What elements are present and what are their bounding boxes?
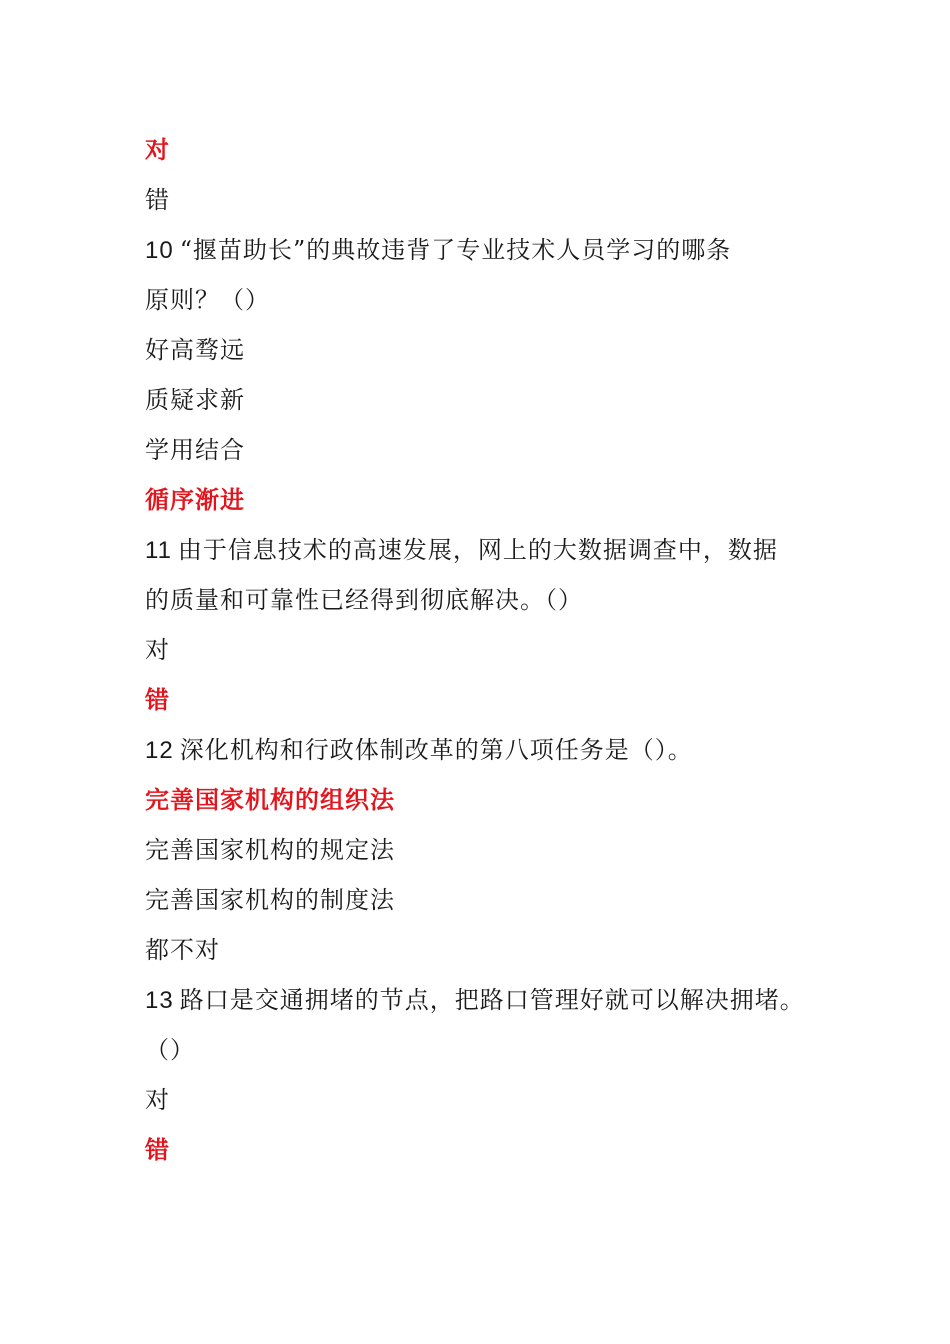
- question-11: [145, 528, 845, 578]
- line-text: 质疑求新: [145, 386, 245, 414]
- document-page: [145, 128, 845, 1178]
- question-10: [145, 228, 845, 278]
- line-text: 完善国家机构的制度法: [145, 886, 395, 914]
- line-text: 错: [145, 1135, 170, 1164]
- question-13-continued: [145, 1028, 845, 1078]
- question-number: 13: [145, 987, 174, 1014]
- option: [145, 928, 845, 978]
- question-12: [145, 728, 845, 778]
- question-number: 12: [145, 737, 174, 764]
- option: [145, 1078, 845, 1128]
- question-text: 深化机构和行政体制改革的第八项任务是（）。: [179, 736, 693, 764]
- line-text: 好高骛远: [145, 336, 245, 364]
- question-number: 11: [145, 537, 172, 564]
- answer-option: [145, 1128, 845, 1178]
- question-text: 的质量和可靠性已经得到彻底解决。（）: [145, 586, 583, 614]
- line-text: 学用结合: [145, 436, 245, 464]
- question-13: [145, 978, 845, 1028]
- question-text: 原则？（）: [145, 286, 270, 314]
- option: [145, 428, 845, 478]
- question-text: “揠苗助长”的典故违背了专业技术人员学习的哪条: [179, 236, 732, 264]
- question-number: 10: [145, 237, 174, 264]
- question-text: 路口是交通拥堵的节点，把路口管理好就可以解决拥堵。: [179, 986, 805, 1014]
- line-text: 错: [145, 186, 170, 214]
- option: [145, 178, 845, 228]
- question-10-continued: [145, 278, 845, 328]
- line-text: 错: [145, 685, 170, 714]
- answer-option: [145, 478, 845, 528]
- line-text: 循序渐进: [145, 485, 245, 514]
- option: [145, 378, 845, 428]
- option: [145, 328, 845, 378]
- answer-option: [145, 678, 845, 728]
- answer-option: [145, 128, 845, 178]
- line-text: 对: [145, 1086, 170, 1114]
- line-text: 对: [145, 135, 170, 164]
- answer-option: [145, 778, 845, 828]
- question-text: 由于信息技术的高速发展，网上的大数据调查中，数据: [177, 536, 778, 564]
- line-text: 都不对: [145, 936, 220, 964]
- question-text: （）: [145, 1036, 195, 1064]
- line-text: 完善国家机构的组织法: [145, 785, 395, 814]
- question-11-continued: [145, 578, 845, 628]
- option: [145, 828, 845, 878]
- line-text: 对: [145, 636, 170, 664]
- option: [145, 878, 845, 928]
- option: [145, 628, 845, 678]
- line-text: 完善国家机构的规定法: [145, 836, 395, 864]
